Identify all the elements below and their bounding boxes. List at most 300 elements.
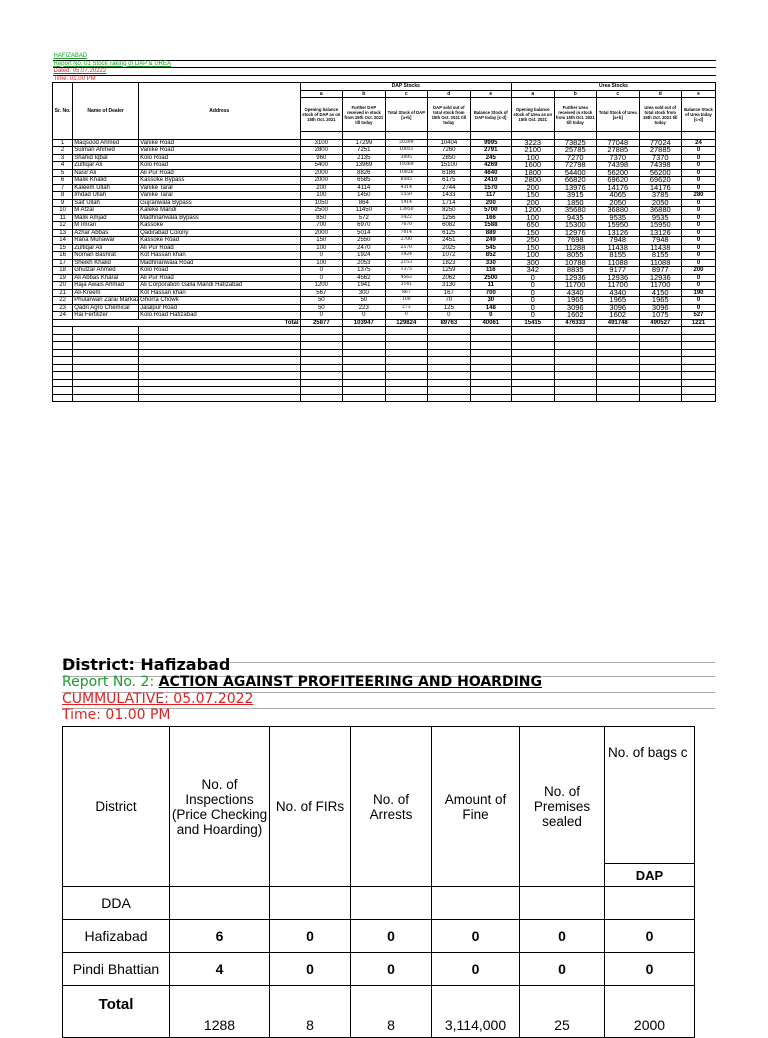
stock-value: 2470 xyxy=(343,244,386,252)
stock-value: 2451 xyxy=(428,237,471,245)
dealer-name: Zulfiqar Ali xyxy=(73,162,139,170)
empty-row xyxy=(53,357,716,365)
report2-time: Time: 01.00 PM xyxy=(62,707,171,723)
dealer-name: Malik Amjad xyxy=(73,214,139,222)
stock-value: 0 xyxy=(682,214,716,222)
stock-value: 300 xyxy=(343,289,386,297)
stock-value: 13950 xyxy=(385,207,428,215)
stock-value: 13969 xyxy=(343,162,386,170)
stock-value: 100 xyxy=(512,154,555,162)
stock-value: 69620 xyxy=(639,177,682,185)
stock-value: 2410 xyxy=(470,177,511,185)
stock-value: 1450 xyxy=(343,192,386,200)
district-name: DDA xyxy=(63,887,170,920)
action-value: 0 xyxy=(270,920,351,953)
dealer-address: Kassoke Road xyxy=(139,237,301,245)
header-dap: DAP xyxy=(605,864,695,887)
stock-value: 1965 xyxy=(639,297,682,305)
stock-value: 1550 xyxy=(385,192,428,200)
sr-no: 24 xyxy=(53,312,73,320)
stock-value: 100 xyxy=(300,259,343,267)
stock-value: 150 xyxy=(512,244,555,252)
action-value: 0 xyxy=(520,920,605,953)
stock-value: 2135 xyxy=(343,154,386,162)
dealer-address: Gujranwala Bypass xyxy=(139,199,301,207)
stock-value: 13126 xyxy=(639,229,682,237)
stock-value: 100 xyxy=(512,214,555,222)
stock-value: 7698 xyxy=(554,237,597,245)
stock-value: 1050 xyxy=(300,199,343,207)
stock-value: 148 xyxy=(470,304,511,312)
action-value: 0 xyxy=(520,953,605,986)
header-sr-no: Sr. No. xyxy=(53,83,73,140)
action-value: 0 xyxy=(270,953,351,986)
stock-value: 0 xyxy=(682,169,716,177)
stock-value: 1072 xyxy=(428,252,471,260)
total-value: 129824 xyxy=(385,319,428,327)
dealer-name: Noman Bashrat xyxy=(73,252,139,260)
table-row xyxy=(63,887,695,920)
stock-value: 1200 xyxy=(300,282,343,290)
stock-value: 889 xyxy=(470,229,511,237)
stock-value: 6186 xyxy=(428,169,471,177)
stock-value: 200 xyxy=(470,199,511,207)
stock-value: 100 xyxy=(300,244,343,252)
stock-value: 852 xyxy=(470,252,511,260)
stock-value: 73825 xyxy=(554,139,597,147)
dealer-address: Qadirabad Colony xyxy=(139,229,301,237)
dealer-name: Raja Awais Ahmad xyxy=(73,282,139,290)
column-letter: d xyxy=(428,90,471,98)
action-value: 0 xyxy=(432,920,520,953)
column-letter: c xyxy=(597,90,640,98)
stock-value: 7260 xyxy=(428,147,471,155)
dealer-name: Sheikh Khalid xyxy=(73,259,139,267)
action-value xyxy=(270,887,351,920)
stock-value: 0 xyxy=(385,312,428,320)
dealer-name: Malik Khalid xyxy=(73,177,139,185)
stock-value: 0 xyxy=(300,312,343,320)
total-value: 8 xyxy=(270,986,351,1038)
stock-value: 0 xyxy=(682,274,716,282)
header-premises: No. of Premises sealed xyxy=(520,727,605,887)
stock-value: 11088 xyxy=(639,259,682,267)
report1-dated: Dated: 05.07.20222 xyxy=(53,68,301,76)
stock-value: 4065 xyxy=(597,192,640,200)
table-row xyxy=(53,312,716,320)
header-address: Address xyxy=(139,83,301,140)
stock-value: 0 xyxy=(512,297,555,305)
stock-value: 6585 xyxy=(343,177,386,185)
stock-value: 0 xyxy=(682,259,716,267)
dealer-address: Jalalpur Road xyxy=(139,304,301,312)
sr-no: 6 xyxy=(53,177,73,185)
stock-value: 2100 xyxy=(512,147,555,155)
header-dealer-name: Name of Dealer xyxy=(73,83,139,140)
stock-value: 10826 xyxy=(385,169,428,177)
stock-value: 1570 xyxy=(470,184,511,192)
stock-value: 27885 xyxy=(639,147,682,155)
stock-value: 1600 xyxy=(512,162,555,170)
stock-value: 5700 xyxy=(470,207,511,215)
stock-value: 11700 xyxy=(597,282,640,290)
stock-value: 3096 xyxy=(554,304,597,312)
stock-value: 650 xyxy=(512,222,555,230)
stock-value: 1602 xyxy=(554,312,597,320)
stock-value: 74398 xyxy=(639,162,682,170)
total-value: 3,114,000 xyxy=(432,986,520,1038)
stock-value: 117 xyxy=(470,192,511,200)
dealer-name: Sulman Ahmed xyxy=(73,147,139,155)
stock-value: 2000 xyxy=(300,177,343,185)
stock-value: 2570 xyxy=(385,244,428,252)
dealer-address: Kolo Road Hafizabad xyxy=(139,312,301,320)
stock-value: 2050 xyxy=(639,199,682,207)
stock-value: 1375 xyxy=(343,267,386,275)
stock-value: 1602 xyxy=(597,312,640,320)
stock-value: 1422 xyxy=(385,214,428,222)
stock-value: 0 xyxy=(682,304,716,312)
stock-value: 0 xyxy=(343,312,386,320)
dealer-name: Ali-Kreem xyxy=(73,289,139,297)
stock-value: 2153 xyxy=(385,259,428,267)
report2-cummulative: CUMMULATIVE: 05.07.2022 xyxy=(62,691,254,707)
profiteering-report xyxy=(62,655,715,1033)
column-letter: e xyxy=(682,90,716,98)
stock-value: 2500 xyxy=(300,207,343,215)
stock-value: 36880 xyxy=(597,207,640,215)
dealer-address: Ali Pur Road xyxy=(139,169,301,177)
dealer-address: Kolo Road xyxy=(139,154,301,162)
total-value: 103947 xyxy=(343,319,386,327)
stock-value: 25785 xyxy=(554,147,597,155)
stock-value: 4269 xyxy=(470,162,511,170)
report1-district: HAFIZABAD xyxy=(53,53,301,60)
stock-value: 8826 xyxy=(343,169,386,177)
stock-value: 3096 xyxy=(597,304,640,312)
stock-value: 6082 xyxy=(428,222,471,230)
sr-no: 16 xyxy=(53,252,73,260)
stock-value: 116 xyxy=(470,267,511,275)
report2-heading: ACTION AGAINST PROFITEERING AND HOARDING xyxy=(158,674,542,690)
sr-no: 2 xyxy=(53,147,73,155)
stock-value: 2744 xyxy=(428,184,471,192)
stock-value: 24 xyxy=(682,139,716,147)
stock-value: 0 xyxy=(512,312,555,320)
stock-value: 280 xyxy=(682,192,716,200)
stock-value: 100 xyxy=(512,252,555,260)
stock-value: 700 xyxy=(300,222,343,230)
dealer-name: Shahid Iqbal xyxy=(73,154,139,162)
stock-value: 14176 xyxy=(639,184,682,192)
dealer-address: Madhnanwala Bypass xyxy=(139,214,301,222)
stock-value: 35680 xyxy=(554,207,597,215)
urea-stocks-group: Urea Stocks xyxy=(512,83,716,91)
stock-value: 0 xyxy=(300,267,343,275)
sr-no: 10 xyxy=(53,207,73,215)
action-value xyxy=(170,887,270,920)
total-value: 25 xyxy=(520,986,605,1038)
stock-value: 2850 xyxy=(428,154,471,162)
stock-value: 2025 xyxy=(428,244,471,252)
stock-value: 1433 xyxy=(428,192,471,200)
stock-value: 11 xyxy=(470,282,511,290)
stock-value: 5014 xyxy=(343,229,386,237)
action-table xyxy=(62,726,695,1038)
stock-value: 7670 xyxy=(385,222,428,230)
stock-value: 0 xyxy=(300,252,343,260)
total-row xyxy=(53,319,716,327)
action-value: 0 xyxy=(605,920,695,953)
sr-no: 23 xyxy=(53,304,73,312)
stock-value: 567 xyxy=(300,289,343,297)
stock-value: 0 xyxy=(682,162,716,170)
stock-value: 0 xyxy=(300,274,343,282)
stock-value: 4340 xyxy=(597,289,640,297)
action-value xyxy=(605,887,695,920)
column-letter: a xyxy=(300,90,343,98)
stock-value: 3223 xyxy=(512,139,555,147)
stock-value: 0 xyxy=(682,297,716,305)
stock-value: 7948 xyxy=(639,237,682,245)
dealer-name: Ghulzar Ahmed xyxy=(73,267,139,275)
column-letter: c xyxy=(385,90,428,98)
table-row xyxy=(63,920,695,953)
stock-value: 3130 xyxy=(428,282,471,290)
stock-value: 0 xyxy=(682,207,716,215)
dealer-address: Kot Hassan khan xyxy=(139,252,301,260)
stock-value: 7370 xyxy=(597,154,640,162)
stock-value: 54400 xyxy=(554,169,597,177)
total-value: 40061 xyxy=(470,319,511,327)
stock-value: 27885 xyxy=(597,147,640,155)
stock-value: 0 xyxy=(682,282,716,290)
sr-no: 5 xyxy=(53,169,73,177)
column-letter: a xyxy=(512,90,555,98)
dealer-name: Kaleem Ullah xyxy=(73,184,139,192)
stock-value: 125 xyxy=(428,304,471,312)
header-fine: Amount of Fine xyxy=(432,727,520,887)
report2-title xyxy=(62,674,542,690)
dealer-name: Ali Abbas Kharal xyxy=(73,274,139,282)
stock-value: 11438 xyxy=(597,244,640,252)
stock-value: 12936 xyxy=(639,274,682,282)
stock-value: 7948 xyxy=(597,237,640,245)
dealer-address: Vanike Road xyxy=(139,147,301,155)
stock-value: 960 xyxy=(300,154,343,162)
empty-row xyxy=(53,334,716,342)
dealer-name: M Afzal xyxy=(73,207,139,215)
total-value: 89763 xyxy=(428,319,471,327)
empty-row xyxy=(53,364,716,372)
stock-value: 8055 xyxy=(554,252,597,260)
dealer-address: Kassoke xyxy=(139,222,301,230)
stock-value: 200 xyxy=(512,184,555,192)
empty-row xyxy=(53,394,716,402)
dealer-address: Kolo Road xyxy=(139,162,301,170)
dealer-address: Kolo Road xyxy=(139,267,301,275)
dealer-name: Phularwan Zarai Markaz xyxy=(74,297,140,303)
stock-value: 14176 xyxy=(597,184,640,192)
sr-no: 20 xyxy=(53,282,73,290)
header-district: District xyxy=(63,727,170,887)
stock-value: 6970 xyxy=(343,222,386,230)
stock-value: 1714 xyxy=(428,199,471,207)
stock-value: 56200 xyxy=(597,169,640,177)
dealer-name: Rai Fertilizer xyxy=(73,312,139,320)
stock-value: 300 xyxy=(512,259,555,267)
stock-value: 1800 xyxy=(512,169,555,177)
stock-value: 1941 xyxy=(343,282,386,290)
stock-value: 4114 xyxy=(343,184,386,192)
stock-value: 2791 xyxy=(470,147,511,155)
stock-value: 19369 xyxy=(385,162,428,170)
dealer-address: Vanike Road xyxy=(139,139,301,147)
column-header: Balance Stock of Urea today [c-d] xyxy=(682,98,716,132)
empty-row xyxy=(53,379,716,387)
stock-value: 0 xyxy=(428,312,471,320)
stock-value: 100 xyxy=(300,192,343,200)
stock-value: 12936 xyxy=(554,274,597,282)
dealer-address: Vanike Tarar xyxy=(139,192,301,200)
stock-value: 70 xyxy=(428,297,471,305)
stock-value: 7014 xyxy=(385,229,428,237)
stock-value: 17299 xyxy=(343,139,386,147)
report2-district: District: Hafizabad xyxy=(62,655,231,674)
dealer-name: Imdad Ullah xyxy=(73,192,139,200)
dealer-address: Kaleke Mandi xyxy=(139,207,301,215)
stock-value: 66820 xyxy=(554,177,597,185)
total-value: 15415 xyxy=(512,319,555,327)
stock-value: 5400 xyxy=(300,162,343,170)
column-letter: e xyxy=(470,90,511,98)
dealer-address: Ghorra Chowk xyxy=(139,297,301,305)
district-name: Pindi Bhattian xyxy=(63,953,170,986)
dealer-address: Ali Pur Road xyxy=(139,244,301,252)
dealer-name: Nasir Ali xyxy=(73,169,139,177)
action-value: 6 xyxy=(170,920,270,953)
stock-value: 2053 xyxy=(343,259,386,267)
stock-value: 8155 xyxy=(639,252,682,260)
dealer-name: Azhar Abbas xyxy=(73,229,139,237)
stock-value: 867 xyxy=(385,289,428,297)
stock-value: 11438 xyxy=(639,244,682,252)
stock-value: 3095 xyxy=(385,154,428,162)
stock-value: 2000 xyxy=(300,169,343,177)
sr-no: 8 xyxy=(53,192,73,200)
dealer-name: Saif Ullah xyxy=(73,199,139,207)
total-row xyxy=(63,986,695,1038)
stock-value: 850 xyxy=(300,214,343,222)
stock-value: 0 xyxy=(682,222,716,230)
stock-value: 0 xyxy=(470,312,511,320)
action-value: 0 xyxy=(605,953,695,986)
stock-value: 200 xyxy=(300,184,343,192)
stock-value: 6175 xyxy=(428,177,471,185)
stock-value: 223 xyxy=(343,304,386,312)
stock-value: 2800 xyxy=(300,147,343,155)
stock-value: 11288 xyxy=(554,244,597,252)
stock-value: 30 xyxy=(470,297,511,305)
stock-value: 11450 xyxy=(343,207,386,215)
dealer-address: Kassoke Bypass xyxy=(139,177,301,185)
action-value xyxy=(520,887,605,920)
stock-value: 1924 xyxy=(385,252,428,260)
dealer-address: Madhnanwala Road xyxy=(139,259,301,267)
stock-value: 9177 xyxy=(597,267,640,275)
empty-row xyxy=(53,387,716,395)
sr-no: 7 xyxy=(53,184,73,192)
stock-value: 4150 xyxy=(639,289,682,297)
sr-no: 3 xyxy=(53,154,73,162)
stock-value: 342 xyxy=(512,267,555,275)
action-value: 0 xyxy=(351,953,432,986)
stock-value: 1914 xyxy=(385,199,428,207)
stock-value: 2550 xyxy=(343,237,386,245)
stock-value: 0 xyxy=(682,177,716,185)
total-value: 490527 xyxy=(639,319,682,327)
header-inspections: No. of Inspections (Price Checking and Hoarding) xyxy=(170,727,270,887)
stock-value: 4314 xyxy=(385,184,428,192)
sr-no: 14 xyxy=(53,237,73,245)
action-value: 0 xyxy=(351,920,432,953)
dealer-name: Rana Munawar xyxy=(73,237,139,245)
report1-title: Report No. 01 Stock Taking of DAP & UREA xyxy=(53,60,301,68)
column-header: DAP sold out of total stock from 15th Oct. 2021 till today xyxy=(428,98,471,132)
stock-value: 10051 xyxy=(385,147,428,155)
stock-value: 69620 xyxy=(597,177,640,185)
stock-value: 15950 xyxy=(639,222,682,230)
stock-value: 1924 xyxy=(343,252,386,260)
column-header: Total Stock of Urea [a+b] xyxy=(597,98,640,132)
stock-value: 15950 xyxy=(597,222,640,230)
empty-row xyxy=(53,342,716,350)
stock-value: 2000 xyxy=(300,229,343,237)
action-value: 0 xyxy=(432,953,520,986)
stock-value: 0 xyxy=(682,154,716,162)
stock-value: 245 xyxy=(470,154,511,162)
stock-value: 50 xyxy=(343,297,386,305)
sr-no: 1 xyxy=(53,139,73,147)
stock-value: 1965 xyxy=(597,297,640,305)
column-header: Urea sold out of total stock from 15th Oct. 2021 till today xyxy=(639,98,682,132)
sr-no: 18 xyxy=(53,267,73,275)
stock-value: 12936 xyxy=(597,274,640,282)
stock-value: 200 xyxy=(682,267,716,275)
stock-value: 1075 xyxy=(639,312,682,320)
stock-value: 77024 xyxy=(639,139,682,147)
stock-value: 1200 xyxy=(512,207,555,215)
column-letter: b xyxy=(343,90,386,98)
action-value: 4 xyxy=(170,953,270,986)
stock-value: 0 xyxy=(512,289,555,297)
stock-value: 72798 xyxy=(554,162,597,170)
stock-value: 2700 xyxy=(385,237,428,245)
stock-value: 150 xyxy=(300,237,343,245)
stock-value: 3141 xyxy=(385,282,428,290)
total-value: 476333 xyxy=(554,319,597,327)
stock-value: 3096 xyxy=(639,304,682,312)
total-label: Total xyxy=(53,319,301,327)
sr-no: 11 xyxy=(53,214,73,222)
stock-value: 273 xyxy=(385,304,428,312)
header-bags: No. of bags c xyxy=(605,727,695,864)
dealer-address: Ali Pur Road xyxy=(139,274,301,282)
stock-value: 7270 xyxy=(554,154,597,162)
sr-no: 21 xyxy=(53,289,73,297)
total-value: 1288 xyxy=(170,986,270,1038)
sr-no: 17 xyxy=(53,259,73,267)
